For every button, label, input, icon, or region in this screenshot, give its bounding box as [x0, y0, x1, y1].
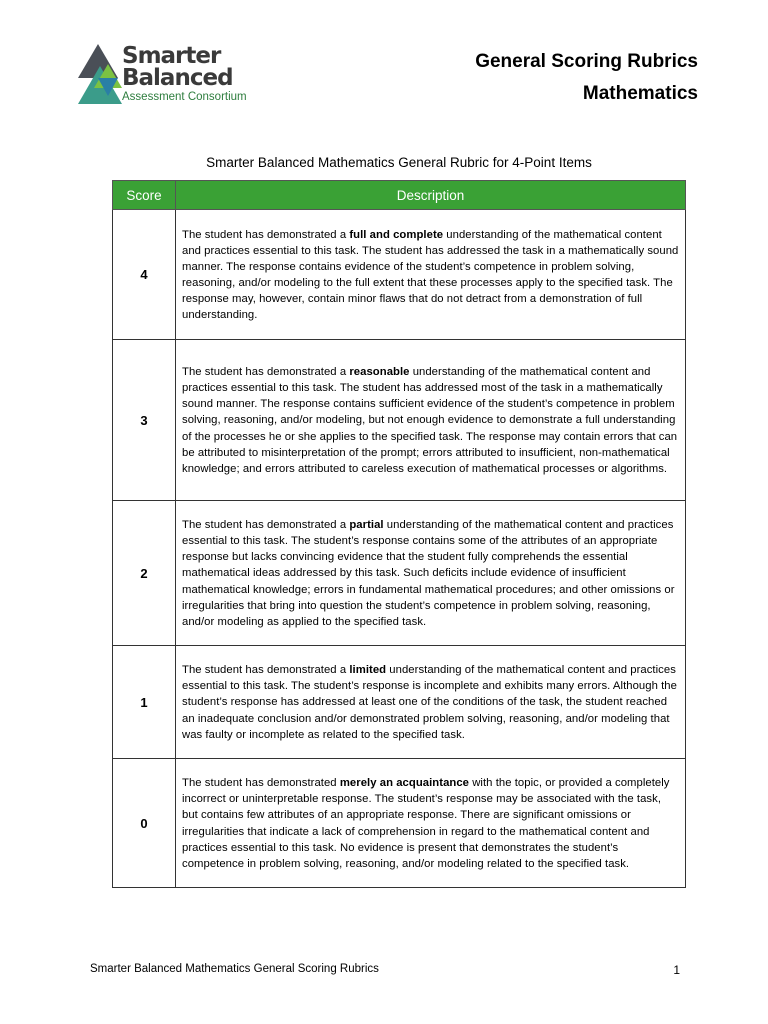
- score-cell: 3: [113, 340, 176, 501]
- description-column-header: Description: [176, 181, 686, 210]
- description-emphasis: reasonable: [349, 366, 410, 379]
- table-row: [113, 759, 686, 888]
- description-text: The student has demonstrated a: [182, 664, 350, 677]
- score-cell: 2: [113, 501, 176, 646]
- logo-text-line3: Assessment Consortium: [122, 91, 247, 103]
- logo-triangles-icon: [78, 44, 122, 106]
- description-text: understanding of the mathematical content and practices essential to this task. The student’s response is incomplete and exhibits many errors. Although the student’s response has addressed at least one of the conditions of the task, the student reached an inadequate conclusion and/or demonstrated problem solving, reasoning, and/or modeling that was faulty or incomplete as related to the specified task.: [182, 664, 677, 741]
- page-number: 1: [673, 963, 680, 977]
- description-cell: [176, 340, 686, 501]
- description-emphasis: merely an acquaintance: [339, 777, 470, 790]
- table-header-row: [113, 181, 686, 210]
- description-text: understanding of the mathematical content and practices essential to this task. The student’s response contains some of the attributes of an appropriate response but lacks convincing evidence that the student fully comprehends the essential mathematical ideas addressed by this task. Such deficits include evidence of insufficient mathematical knowledge; errors in fundamental mathematical procedures; and other omissions or irregularities that bring into question the student’s competence in problem solving, reasoning, and/or modeling as applied to the specified task.: [182, 519, 675, 628]
- table-row: [113, 646, 686, 759]
- table-row: [113, 340, 686, 501]
- description-text: understanding of the mathematical content and practices essential to this task. The student has addressed most of the task in a mathematically sound manner. The response contains sufficient evidence of the student’s competence in problem solving, reasoning, and/or modeling, but not enough evidence to demonstrate a full understanding of the processes he or she applies to the specified task. The response may contain errors that can be attributed to misinterpretation of the prompt; errors attributed to insufficient, non-mathematical knowledge; and errors attributed to careless execution of mathematical processes or algorithms.: [182, 366, 678, 475]
- logo-text-line2: Balanced: [122, 65, 233, 91]
- description-emphasis: limited: [349, 664, 387, 677]
- description-emphasis: partial: [349, 519, 384, 532]
- description-cell: [176, 501, 686, 646]
- smarter-balanced-logo: [78, 40, 278, 106]
- table-caption: Smarter Balanced Mathematics General Rubric for 4-Point Items: [206, 155, 592, 170]
- description-text: The student has demonstrated a: [182, 519, 350, 532]
- table-row: [113, 210, 686, 340]
- description-cell: [176, 646, 686, 759]
- description-text: The student has demonstrated a: [182, 228, 350, 241]
- description-text: The student has demonstrated: [182, 777, 340, 790]
- logo-text-line1: Smarter: [122, 43, 221, 69]
- description-cell: [176, 759, 686, 888]
- score-cell: 0: [113, 759, 176, 888]
- table-row: [113, 501, 686, 646]
- score-cell: 4: [113, 210, 176, 340]
- document-title-line2: Mathematics: [582, 83, 698, 104]
- document-title-line1: General Scoring Rubrics: [475, 51, 698, 72]
- description-text: The student has demonstrated a: [182, 366, 350, 379]
- score-column-header: Score: [113, 181, 176, 210]
- description-text: understanding of the mathematical content and practices essential to this task. The student has addressed the task in a mathematically sound manner. The response contains evidence of the student’s competence in problem solving, reasoning, and/or modeling to the full extent that these processes apply to the specified task. The response may, however, contain minor flaws that do not detract from a demonstration of full understanding.: [182, 228, 679, 322]
- score-cell: 1: [113, 646, 176, 759]
- document-title: [475, 46, 698, 110]
- description-cell: [176, 210, 686, 340]
- rubric-table: [112, 180, 686, 888]
- footer-title: Smarter Balanced Mathematics General Scoring Rubrics: [90, 963, 379, 975]
- description-emphasis: full and complete: [349, 228, 444, 241]
- description-text: with the topic, or provided a completely incorrect or uninterpretable response. The student’s response may be associated with the task, but contains few attributes of an appropriate response. There are significant omissions or irregularities that indicate a lack of comprehension in regard to the mathematical content and practices essential to this task. No evidence is present that demonstrates the student’s competence in problem solving, reasoning, and/or modeling related to the specified task.: [182, 777, 670, 870]
